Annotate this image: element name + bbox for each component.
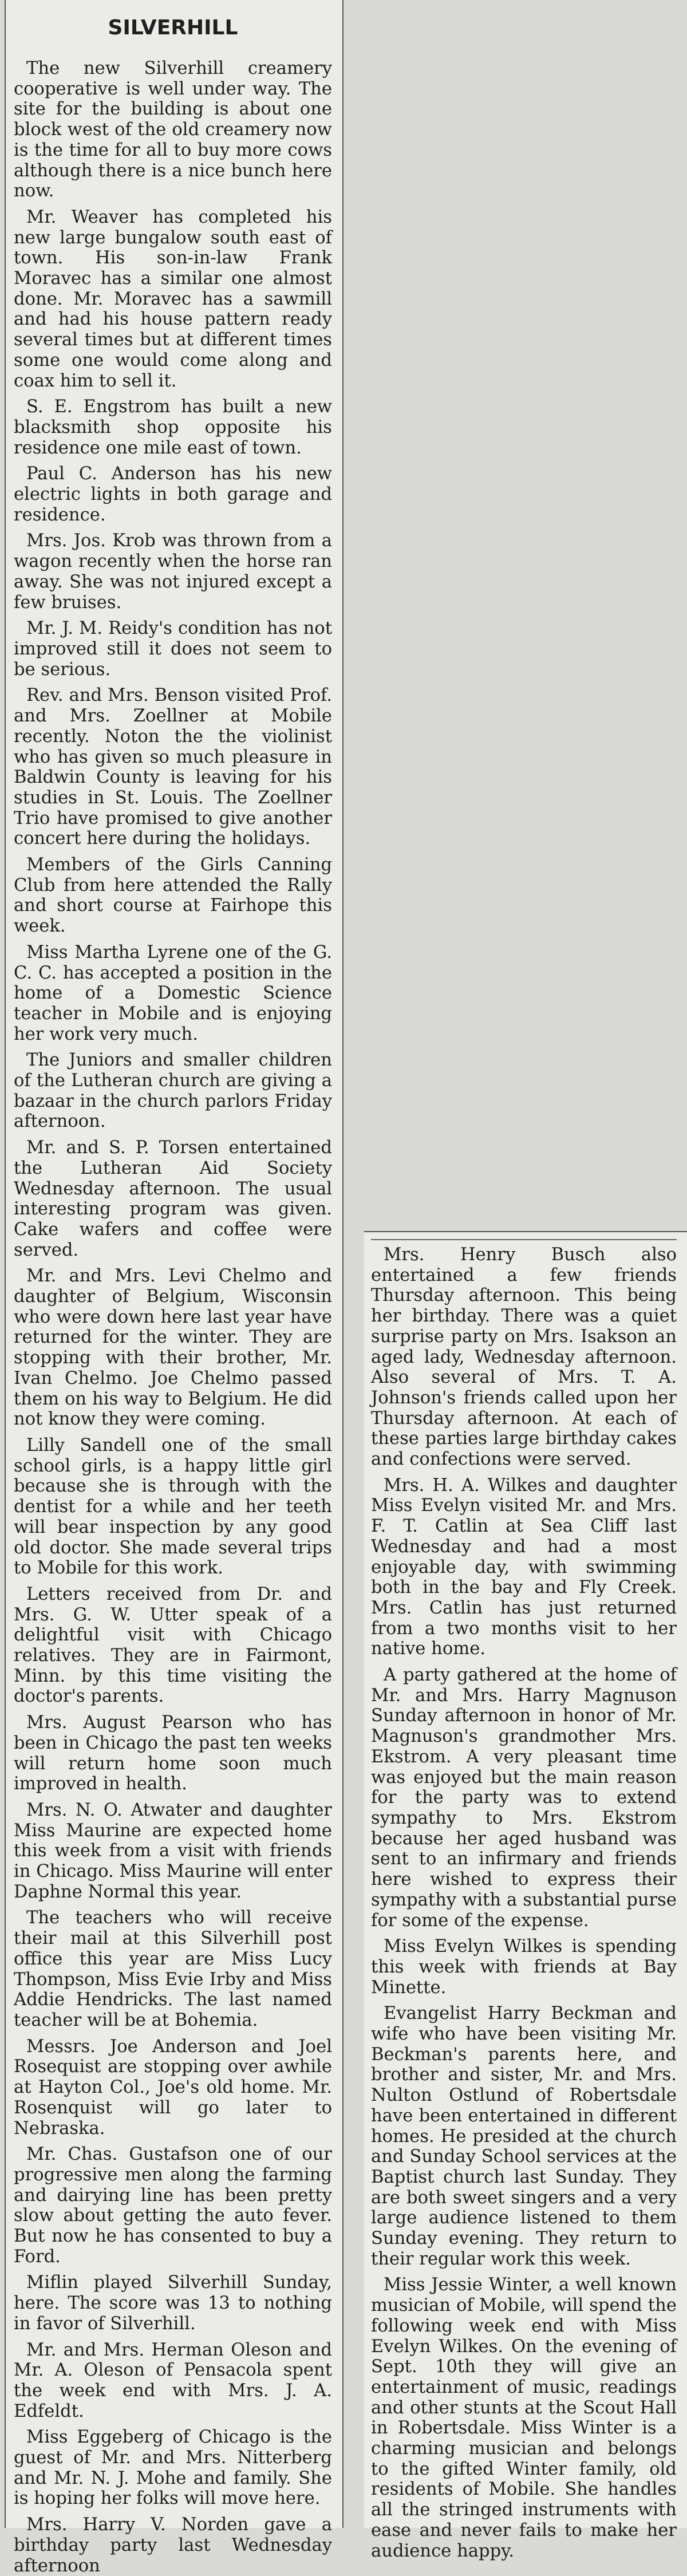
news-paragraph: Mr. and Mrs. Levi Chelmo and daughter of Belgium, Wisconsin who were down here last year have returned for the winter. They are stopping with their brother, Mr. Ivan Chelmo. Joe Chelmo passed them on his way to Belgium. He did not know they were coming. xyxy=(14,1266,332,1430)
news-paragraph: Mrs. H. A. Wilkes and daughter Miss Evelyn visited Mr. and Mrs. F. T. Catlin at Sea Cliff last Wednesday and had a most enjoyable day, with swimming both in the bay and Fly Creek. Mrs. Catlin has just returned from a two months visit to her native home. xyxy=(371,1475,677,1659)
news-paragraph: Miflin played Silverhill Sunday, here. The score was 13 to nothing in favor of Silverhill. xyxy=(14,2273,332,2334)
news-paragraph: Lilly Sandell one of the small school girls, is a happy little girl because she is through with the dentist for a while and her teeth will bear inspection by any good old doctor. She made several trips to Mobile for this work. xyxy=(14,1435,332,1579)
news-paragraph: Miss Martha Lyrene one of the G. C. C. has accepted a position in the home of a Domestic Science teacher in Mobile and is enjoying her work very much. xyxy=(14,942,332,1044)
news-paragraph: Rev. and Mrs. Benson visited Prof. and Mrs. Zoellner at Mobile recently. Noton the the violinist who has given so much pleasure in Baldwin County is leaving for his studies in St. Louis. The Zoellner Trio have promised to give another concert here during the holidays. xyxy=(14,685,332,849)
news-paragraph: Miss Evelyn Wilkes is spending this week with friends at Bay Minette. xyxy=(371,1936,677,1998)
news-paragraph: The new Silverhill creamery cooperative is well under way. The site for the building is about one block west of the old creamery now is the time for all to buy more cows although there is a nice bunch here now. xyxy=(14,58,332,202)
news-paragraph: The teachers who will receive their mail at this Silverhill post office this year are Miss Lucy Thompson, Miss Evie Irby and Miss Addie Hendricks. The last named teacher will be at Bohemia. xyxy=(14,1908,332,2030)
news-paragraph: Mr. and Mrs. Herman Oleson and Mr. A. Oleson of Pensacola spent the week end with Mrs. J. A. Edfeldt. xyxy=(14,2340,332,2421)
news-paragraph: Evangelist Harry Beckman and wife who have been visiting Mr. Beckman's parents here, and brother and sister, Mr. and Mrs. Nulton Ostlund of Robertsdale have been entertained in different homes. He presided at the church and Sunday School services at the Baptist church last Sunday. They are both sweet singers and a very large audience listened to them Sunday evening. They return to their regular work this week. xyxy=(371,2003,677,2269)
right-paragraphs xyxy=(371,1245,677,2561)
news-paragraph: Mrs. N. O. Atwater and daughter Miss Maurine are expected home this week from a visit with friends in Chicago. Miss Maurine will enter Daphne Normal this year. xyxy=(14,1800,332,1902)
column-divider xyxy=(371,1239,677,1240)
news-paragraph: Mrs. Jos. Krob was thrown from a wagon recently when the horse ran away. She was not injured except a few bruises. xyxy=(14,531,332,613)
news-paragraph: Mr. Weaver has completed his new large bungalow south east of town. His son-in-law Frank Moravec has a similar one almost done. Mr. Moravec has a sawmill and had his house pattern ready several times but at different times some one would come along and coax him to sell it. xyxy=(14,207,332,391)
news-paragraph: Miss Eggeberg of Chicago is the guest of Mr. and Mrs. Nitterberg and Mr. N. J. Mohe and family. She is hoping her folks will move here. xyxy=(14,2427,332,2509)
news-paragraph: The Juniors and smaller children of the Lutheran church are giving a bazaar in the church parlors Friday afternoon. xyxy=(14,1050,332,1132)
section-heading: SILVERHILL xyxy=(108,16,238,40)
news-paragraph: Messrs. Joe Anderson and Joel Rosequist are stopping over awhile at Hayton Col., Joe's old home. Mr. Rosenquist will go later to Nebraska. xyxy=(14,2036,332,2139)
news-paragraph: Members of the Girls Canning Club from here attended the Rally and short course at Fairhope this week. xyxy=(14,855,332,937)
news-paragraph: Paul C. Anderson has his new electric lights in both garage and residence. xyxy=(14,464,332,525)
news-paragraph: A party gathered at the home of Mr. and Mrs. Harry Magnuson Sunday afternoon in honor of Mr. Magnuson's grandmother Mrs. Ekstrom. A very pleasant time was enjoyed but the main reason for the party was to extend sympathy to Mrs. Ekstrom because her aged husband was sent to an infirmary and friends here wished to express their sympathy with a substantial purse for some of the expense. xyxy=(371,1665,677,1931)
right-column xyxy=(364,1231,687,2561)
left-paragraphs xyxy=(14,58,332,2576)
news-paragraph: Mr. and S. P. Torsen entertained the Lutheran Aid Society Wednesday afternoon. The usual interesting program was given. Cake wafers and coffee were served. xyxy=(14,1138,332,1260)
news-paragraph: Miss Jessie Winter, a well known musician of Mobile, will spend the following week end with Miss Evelyn Wilkes. On the evening of Sept. 10th they will give an entertainment of music, readings and other stunts at the Scout Hall in Robertsdale. Miss Winter is a charming musician and belongs to the gifted Winter family, old residents of Mobile. She handles all the stringed instruments with ease and never fails to make her audience happy. xyxy=(371,2275,677,2561)
news-paragraph: Mr. Chas. Gustafson one of our progressive men along the farming and dairying line has been pretty slow about getting the auto fever. But now he has consented to buy a Ford. xyxy=(14,2144,332,2267)
left-column xyxy=(5,0,344,2576)
news-paragraph: Mrs. August Pearson who has been in Chicago the past ten weeks will return home soon much improved in health. xyxy=(14,1713,332,1794)
news-paragraph: Mr. J. M. Reidy's condition has not improved still it does not seem to be serious. xyxy=(14,618,332,680)
news-paragraph: Mrs. Harry V. Norden gave a birthday party last Wednesday afternoon xyxy=(14,2515,332,2576)
news-paragraph: Letters received from Dr. and Mrs. G. W. Utter speak of a delightful visit with Chicago relatives. They are in Fairmont, Minn. by this time visiting the doctor's parents. xyxy=(14,1584,332,1707)
news-paragraph: S. E. Engstrom has built a new blacksmith shop opposite his residence one mile east of town. xyxy=(14,397,332,458)
news-paragraph: Mrs. Henry Busch also entertained a few friends Thursday afternoon. This being her birthday. There was a quiet surprise party on Mrs. Isakson an aged lady, Wednesday afternoon. Also several of Mrs. T. A. Johnson's friends called upon her Thursday afternoon. At each of these parties large birthday cakes and confections were served. xyxy=(371,1245,677,1470)
